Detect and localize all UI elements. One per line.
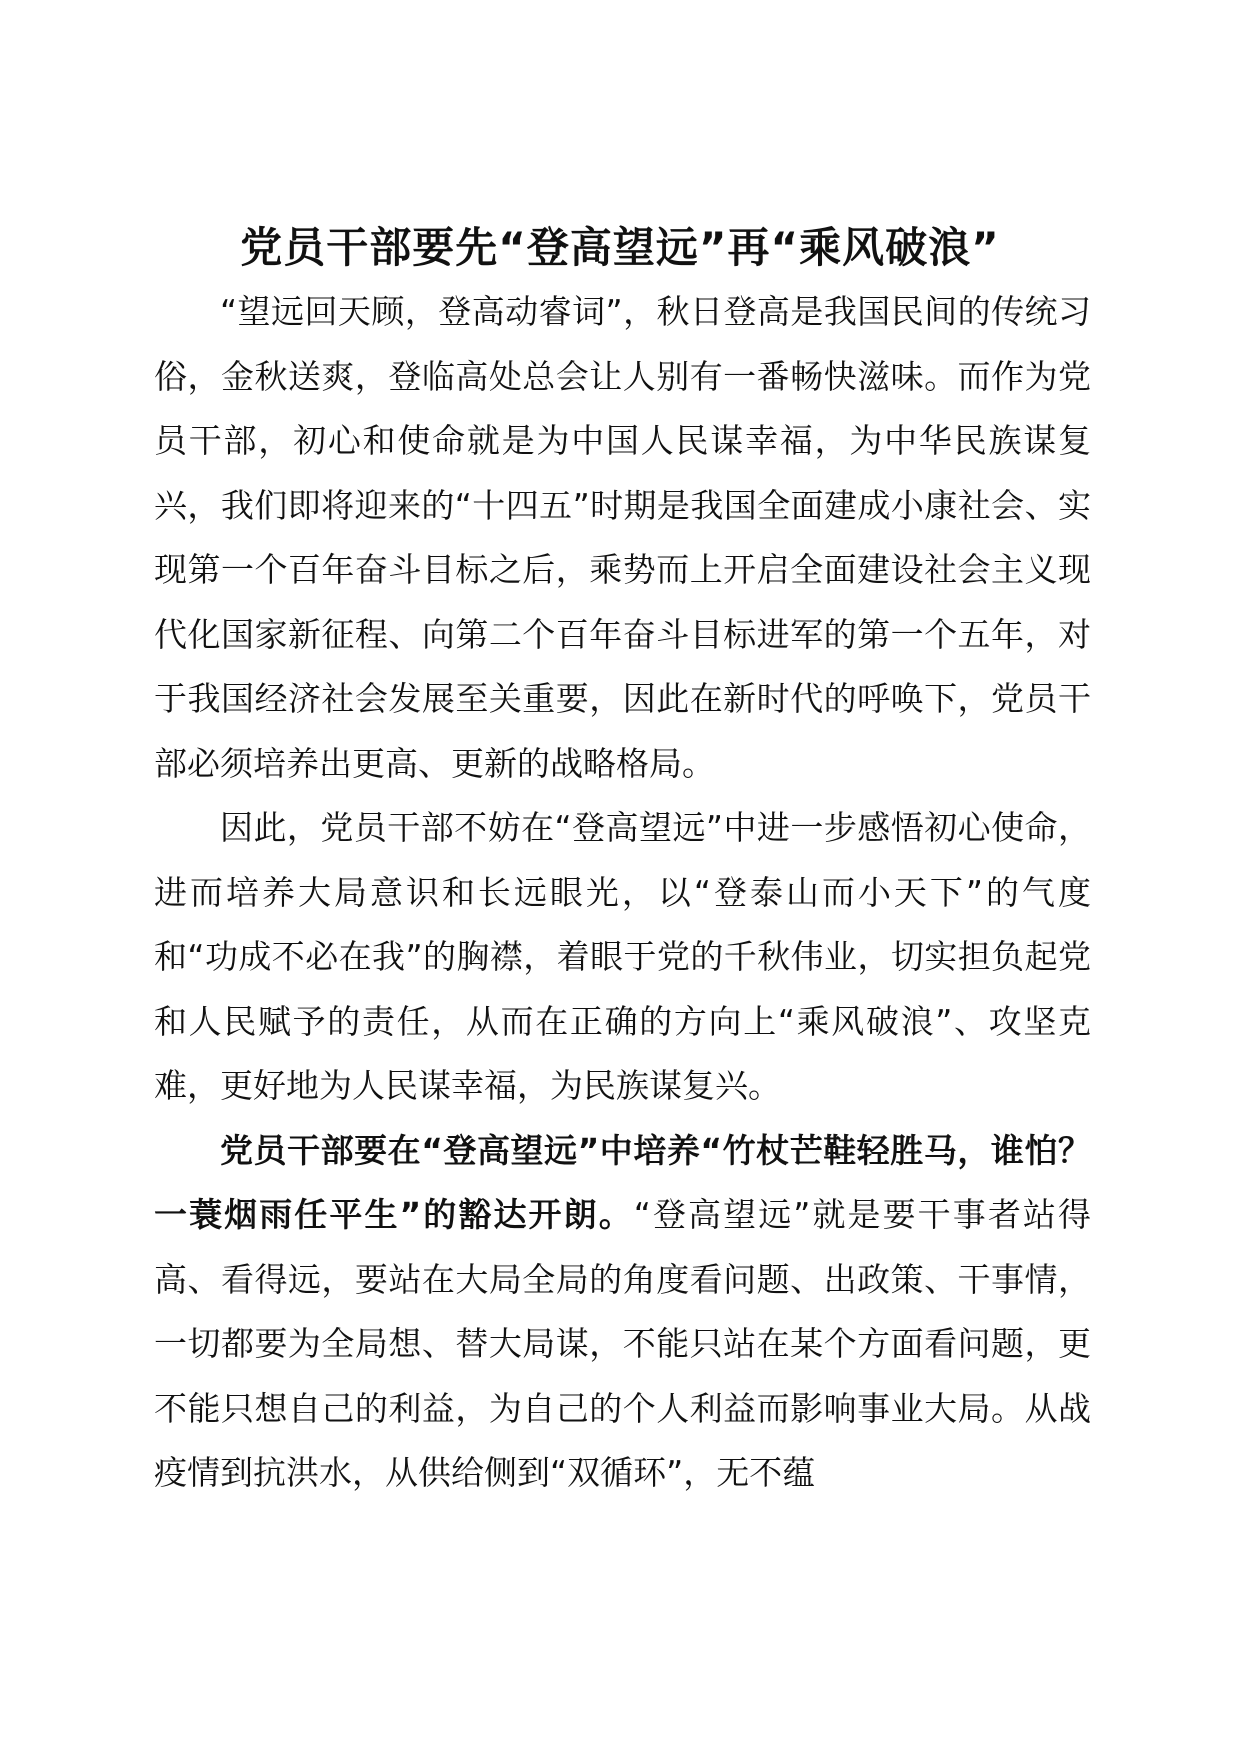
paragraph-3-bold-lead: 党员干部要在“登高望远”中培养“竹杖芒鞋轻胜马，谁怕？一蓑烟雨任平生”的豁达开朗。 (154, 1130, 1091, 1234)
paragraph-2-text: 因此，党员干部不妨在“登高望远”中进一步感悟初心使命，进而培养大局意识和长远眼光，以“登泰山而小天下”的气度和“功成不必在我”的胸襟，着眼于党的千秋伟业，切实担负起党和人民赋予的责任，从而在正确的方向上“乘风破浪”、攻坚克难，更好地为人民谋幸福，为民族谋复兴。 (154, 808, 1091, 1105)
document-title: 党员干部要先“登高望远”再“乘风破浪” (240, 223, 1000, 272)
paragraph-3-text: “登高望远”就是要干事者站得高、看得远，要站在大局全局的角度看问题、出政策、干事情，一切都要为全局想、替大局谋，不能只站在某个方面看问题，更不能只想自己的利益，为自己的个人利益而影响事业大局。从战疫情到抗洪水，从供给侧到“双循环”，无不蕴 (154, 1195, 1091, 1492)
paragraph-1-text: “望远回天顾，登高动睿词”，秋日登高是我国民间的传统习俗，金秋送爽，登临高处总会让人别有一番畅快滋味。而作为党员干部，初心和使命就是为中国人民谋幸福，为中华民族谋复兴，我们即将迎来的“十四五”时期是我国全面建成小康社会、实现第一个百年奋斗目标之后，乘势而上开启全面建设社会主义现代化国家新征程、向第二个百年奋斗目标进军的第一个五年，对于我国经济社会发展至关重要，因此在新时代的呼唤下，党员干部必须培养出更高、更新的战略格局。 (154, 292, 1091, 783)
paragraph-1 (154, 280, 1091, 796)
document-body (154, 280, 1091, 1506)
paragraph-2 (154, 796, 1091, 1119)
paragraph-3 (154, 1119, 1091, 1506)
